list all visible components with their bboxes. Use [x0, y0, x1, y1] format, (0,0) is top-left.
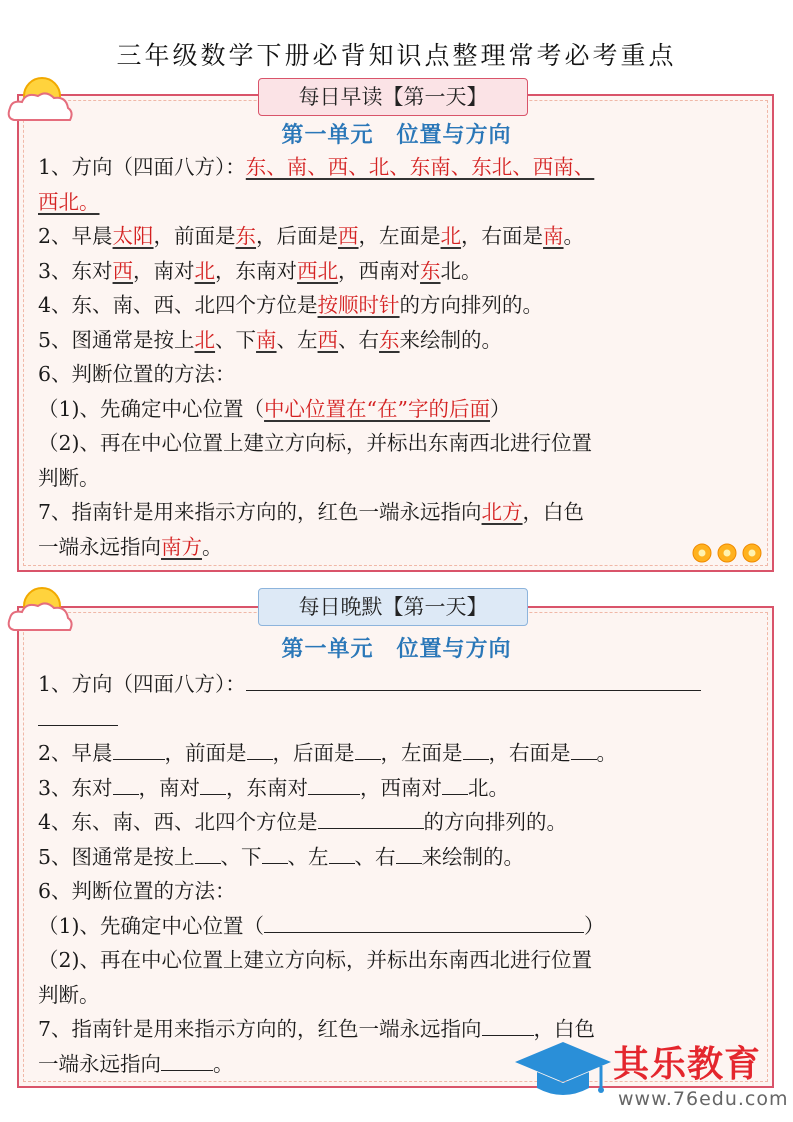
answer-blank[interactable]	[318, 806, 424, 829]
evening-content	[38, 667, 758, 1081]
flowers-icon	[690, 540, 764, 566]
answer: 北	[194, 258, 216, 283]
morning-line-6-2b: 判断。	[38, 465, 100, 490]
answer: 东	[379, 327, 400, 352]
answer-blank[interactable]	[329, 841, 355, 864]
morning-line-3: 3、东对西，南对北，东南对西北，西南对东北。	[38, 258, 482, 283]
answer: 西北。	[38, 189, 100, 214]
page-title: 三年级数学下册必背知识点整理常考必考重点	[116, 41, 677, 70]
answer-blank[interactable]	[246, 668, 701, 691]
answer-blank[interactable]	[571, 737, 597, 760]
morning-line-6: 6、判断位置的方法：	[38, 362, 236, 386]
answer: 西	[317, 327, 339, 352]
answer-blank[interactable]	[200, 772, 226, 795]
evening-line-2: 2、早晨 ，前面是 ，后面是 ，左面是 ，右面是 。	[38, 736, 758, 771]
morning-banner: 每日早读【第一天】	[258, 78, 528, 116]
evening-unit-title: 第一单元 位置与方向	[281, 636, 512, 662]
answer-blank[interactable]	[442, 772, 468, 795]
sun-cloud-icon	[4, 72, 76, 132]
answer-blank[interactable]	[247, 737, 273, 760]
answer: 西	[112, 258, 134, 283]
answer: 东、南、西、北、东南、东北、西南、	[245, 155, 595, 179]
evening-line-7: 7、指南针是用来指示方向的，红色一端永远指向 ，白色	[38, 1012, 758, 1047]
evening-line-7b: 一端永远指向 。	[38, 1047, 758, 1082]
answer-blank[interactable]	[262, 841, 288, 864]
evening-line-1b	[38, 702, 758, 737]
morning-line-2: 2、早晨太阳，前面是东，后面是西，左面是北，右面是南。	[38, 224, 585, 248]
answer: 南	[256, 327, 277, 352]
answer: 太阳	[112, 224, 154, 248]
morning-line-6-2: （2)、再在中心位置上建立方向标，并标出东南西北进行位置	[38, 431, 593, 455]
morning-line-1b	[38, 185, 758, 220]
answer-blank[interactable]	[355, 737, 381, 760]
answer-blank[interactable]	[161, 1048, 213, 1071]
evening-line-6-2: （2)、再在中心位置上建立方向标，并标出东南西北进行位置	[38, 948, 593, 972]
answer: 北	[194, 327, 216, 352]
morning-line-4: 4、东、南、西、北四个方位是按顺时针的方向排列的。	[38, 293, 544, 317]
answer-blank[interactable]	[195, 841, 221, 864]
answer: 南	[543, 224, 564, 248]
morning-unit-title: 第一单元 位置与方向	[281, 122, 512, 148]
answer: 北	[440, 224, 462, 248]
morning-line-6-1: （1)、先确定中心位置（中心位置在“在”字的后面）	[38, 396, 511, 421]
brand-url[interactable]: www.76edu.com	[618, 1088, 789, 1110]
answer-blank[interactable]	[308, 772, 360, 795]
answer-blank[interactable]	[463, 737, 489, 760]
evening-line-6-2b: 判断。	[38, 982, 100, 1007]
answer: 西	[338, 224, 359, 248]
answer: 南方	[161, 534, 202, 559]
morning-line-5: 5、图通常是按上北、下南、左西、右东来绘制的。	[38, 327, 503, 352]
answer: 西北	[297, 258, 339, 283]
evening-line-3: 3、东对 ，南对 ，东南对 ，西南对 北。	[38, 771, 758, 806]
answer: 东	[235, 224, 257, 248]
answer-blank[interactable]	[264, 910, 584, 933]
graduation-cap-icon	[513, 1036, 613, 1106]
answer-blank[interactable]	[113, 772, 139, 795]
evening-line-6-1: （1)、先确定中心位置（ ）	[38, 909, 758, 944]
sun-cloud-icon	[4, 582, 76, 642]
evening-banner: 每日晚默【第一天】	[258, 588, 528, 626]
answer-blank[interactable]	[38, 703, 118, 726]
evening-line-4: 4、东、南、西、北四个方位是 的方向排列的。	[38, 805, 758, 840]
answer: 东	[420, 258, 441, 283]
answer: 中心位置在“在”字的后面	[264, 396, 491, 421]
brand-name: 其乐教育	[613, 1044, 762, 1085]
answer-blank[interactable]	[113, 737, 165, 760]
answer: 北方	[481, 500, 523, 524]
evening-line-6: 6、判断位置的方法：	[38, 879, 236, 903]
brand-logo	[513, 1032, 793, 1122]
morning-line-7: 7、指南针是用来指示方向的，红色一端永远指向北方，白色	[38, 500, 585, 524]
evening-line-1: 1、方向（四面八方）：	[38, 667, 758, 702]
morning-line-7b: 一端永远指向南方。	[38, 534, 223, 559]
answer-blank[interactable]	[396, 841, 422, 864]
evening-line-5: 5、图通常是按上 、下 、左 、右 来绘制的。	[38, 840, 758, 875]
answer: 按顺时针	[317, 293, 400, 317]
morning-content	[38, 150, 758, 564]
morning-line-1: 1、方向（四面八方）：东、南、西、北、东南、东北、西南、	[38, 155, 595, 179]
